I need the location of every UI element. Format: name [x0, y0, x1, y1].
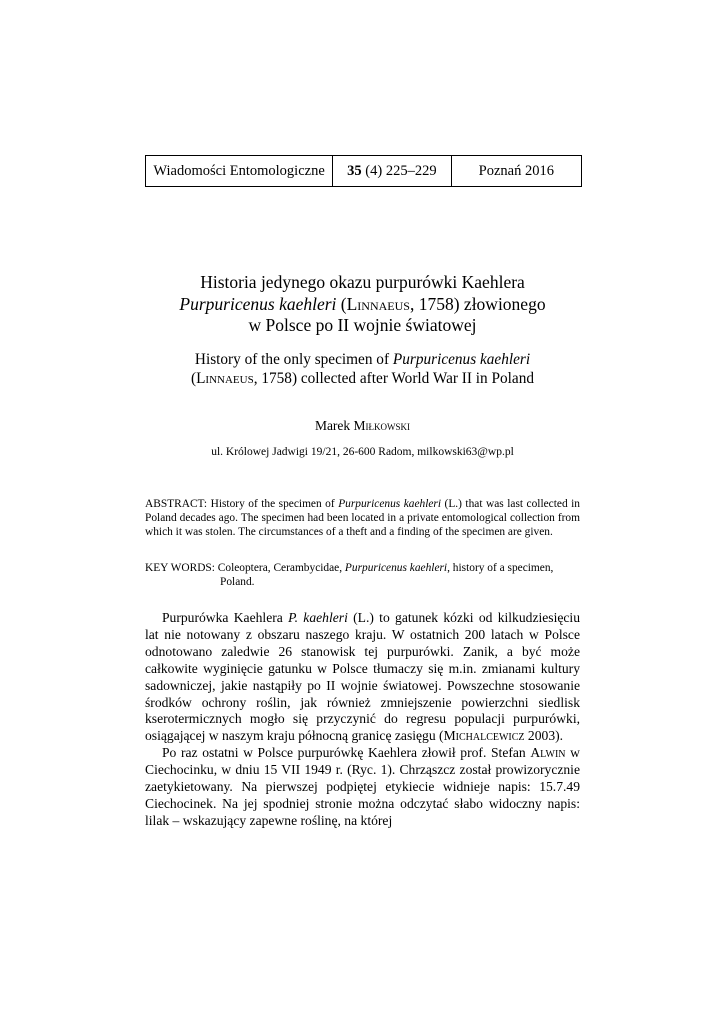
citation-michalcewicz: Michalcewicz	[443, 728, 525, 744]
body-species: P. kaehleri	[288, 610, 348, 625]
place-year: Poznań 2016	[478, 162, 554, 179]
title-polish-line2: Purpuricenus kaehleri (Linnaeus, 1758) złowionego	[179, 293, 546, 314]
title-polish-line1: Historia jedynego okazu purpurówki Kaehlera	[200, 272, 525, 292]
volume-number: 35	[347, 162, 362, 179]
keywords-species: Purpuricenus kaehleri	[344, 562, 448, 574]
title-polish-line3: w Polsce po II wojnie światowej	[248, 315, 477, 335]
title-english	[100, 350, 625, 388]
name-alwin: Alwin	[530, 745, 566, 761]
paragraph-2: Po raz ostatni w Polsce purpurówkę Kaehlera złowił prof. Stefan Alwin w Ciechocinku, w dniu 15 VII 1949 r. (Ryc. 1). Chrząszcz został prowizorycznie zaetykietowany. Na pierwszej podpiętej etykiecie widnieje napis: 15.7.49 Ciechocinek. Na jej spodniej stronie można odczytać słabo widoczny napis: lilak – wskazujący zapewne roślinę, na której	[145, 745, 580, 828]
title-author-citation: Linnaeus	[346, 293, 410, 314]
title-english-line1: History of the only specimen of Purpuricenus kaehleri	[194, 351, 531, 368]
issue-pages: (4) 225–229	[365, 162, 437, 179]
journal-name: Wiadomości Entomologiczne	[146, 156, 333, 186]
title-english-line2: (Linnaeus, 1758) collected after World War II in Poland	[190, 370, 535, 387]
volume-issue-pages	[333, 156, 451, 186]
journal-header-table	[145, 155, 582, 187]
author-address: ul. Królowej Jadwigi 19/21, 26-600 Radom, milkowski63@wp.pl	[211, 446, 514, 458]
body-text	[145, 610, 580, 830]
title-english-species: Purpuricenus kaehleri	[392, 351, 531, 368]
abstract-species: Purpuricenus kaehleri	[338, 498, 442, 510]
title-species: Purpuricenus kaehleri	[179, 293, 337, 314]
abstract: ABSTRACT: History of the specimen of Purpuricenus kaehleri (L.) that was last collected in Poland decades ago. The specimen had been located in a private entomological collection from which it was stolen. The circumstances of a theft and a finding of the specimen are given.	[145, 498, 581, 538]
title-english-author-citation: Linnaeus	[196, 370, 254, 387]
paragraph-1: Purpurówka Kaehlera P. kaehleri (L.) to gatunek kózki od kilkudziesięciu lat nie notowany z obszaru naszego kraju. W ostatnich 200 latach w Polsce odnotowano zaledwie 26 stanowisk tej purpurówki. Zanik, a być może całkowite wyginięcie gatunku w Polsce tłumaczy się m.in. zmianami kultury sadowniczej, jakie nastąpiły po II wojnie światowej. Powszechne stosowanie środków ochrony roślin, jak również zmniejszenie powierzchni siedlisk kserotermicznych mogło się przyczynić do regresu populacji purpurówki, osiągającej w naszym kraju północną granicę zasięgu (Michalcewicz 2003).	[145, 610, 581, 744]
author-name: Marek Miłkowski	[314, 418, 411, 433]
title-polish	[100, 272, 625, 337]
keywords: KEY WORDS: Coleoptera, Cerambycidae, Purpuricenus kaehleri, history of a specimen, Poland.	[145, 561, 580, 589]
keywords-continuation: Poland.	[220, 576, 255, 588]
